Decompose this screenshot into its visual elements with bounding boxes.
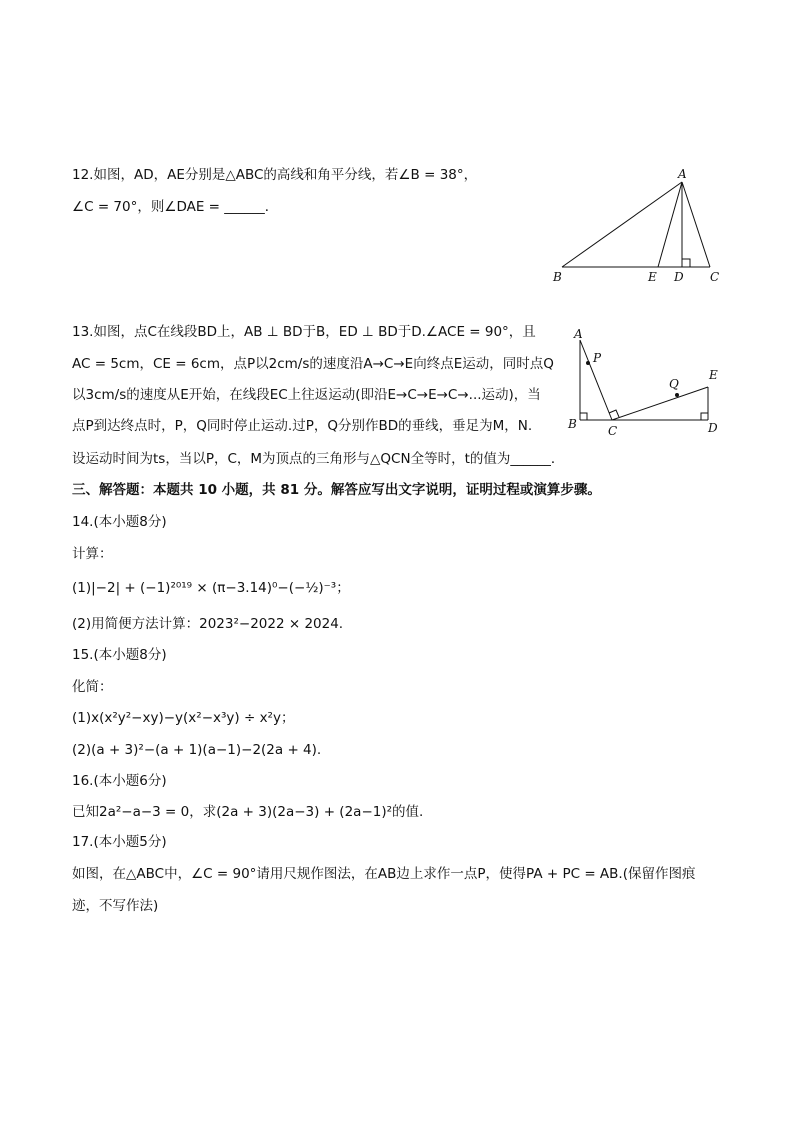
section-3-heading: 三、解答题：本题共 10 小题，共 81 分。解答应写出文字说明，证明过程或演算步骤。 bbox=[72, 482, 601, 498]
q13-right-angle-b bbox=[580, 413, 587, 420]
q15-part-1: (1)x(x²y²−xy)−y(x²−x³y) ÷ x²y； bbox=[72, 710, 295, 726]
q13-label-e: E bbox=[709, 368, 718, 382]
q13-line-4: 点P到达终点时，P，Q同时停止运动.过P，Q分别作BD的垂线，垂足为M，N. bbox=[72, 418, 533, 434]
q13-line-3: 以3cm/s的速度从E开始，在线段EC上往返运动(即沿E→C→E→C→...运动)，当 bbox=[72, 387, 541, 403]
q13-point-q bbox=[675, 393, 679, 397]
q13-line-2: AC = 5cm，CE = 6cm，点P以2cm/s的速度沿A→C→E向终点E运动，同时点Q bbox=[72, 356, 554, 372]
q15-header: 15.(本小题8分) bbox=[72, 647, 167, 663]
q17-line-2: 迹，不写作法) bbox=[72, 898, 159, 914]
q15-part-2: (2)(a + 3)²−(a + 1)(a−1)−2(2a + 4). bbox=[72, 742, 322, 758]
q13-label-c: C bbox=[608, 424, 618, 438]
q13-label-a: A bbox=[574, 327, 583, 341]
q17-header: 17.(本小题5分) bbox=[72, 834, 167, 850]
q14-part-2: (2)用简便方法计算：2023²−2022 × 2024. bbox=[72, 616, 344, 632]
q13-figure bbox=[565, 325, 725, 440]
q13-segment-ce bbox=[612, 387, 708, 420]
q13-label-d: D bbox=[708, 421, 718, 435]
q13-label-p: P bbox=[593, 351, 602, 365]
q12-line-2: ∠C = 70°，则∠DAE = ______． bbox=[72, 199, 279, 215]
q14-part-1: (1)|−2| + (−1)²⁰¹⁹ × (π−3.14)⁰−(−½)⁻³； bbox=[72, 580, 350, 596]
q12-triangle-figure bbox=[540, 162, 730, 290]
q13-right-angle-d bbox=[701, 413, 708, 420]
q12-segment-ab bbox=[562, 182, 682, 267]
q14-header: 14.(本小题8分) bbox=[72, 514, 167, 530]
q12-right-angle-mark bbox=[682, 259, 690, 267]
q12-label-c: C bbox=[710, 270, 720, 284]
q13-line-5: 设运动时间为ts，当以P，C，M为顶点的三角形与△QCN全等时，t的值为______． bbox=[72, 451, 565, 467]
q13-label-b: B bbox=[568, 417, 577, 431]
q13-point-p bbox=[586, 361, 590, 365]
q15-intro: 化简： bbox=[72, 679, 113, 695]
q16-header: 16.(本小题6分) bbox=[72, 773, 167, 789]
q17-line-1: 如图，在△ABC中，∠C = 90°请用尺规作图法，在AB边上求作一点P，使得PA + PC = AB.(保留作图痕 bbox=[72, 866, 696, 882]
q12-label-e: E bbox=[648, 270, 657, 284]
q12-line-1: 12.如图，AD，AE分别是△ABC的高线和角平分线，若∠B = 38°， bbox=[72, 167, 478, 183]
q12-segment-ac bbox=[682, 182, 710, 267]
q13-line-1: 13.如图，点C在线段BD上，AB ⊥ BD于B，ED ⊥ BD于D.∠ACE = 90°，且 bbox=[72, 324, 536, 340]
q12-segment-ae bbox=[658, 182, 682, 267]
q12-label-a: A bbox=[678, 167, 687, 181]
q13-label-q: Q bbox=[669, 377, 679, 391]
q12-label-d: D bbox=[674, 270, 684, 284]
q14-intro: 计算： bbox=[72, 546, 113, 562]
q12-label-b: B bbox=[553, 270, 562, 284]
q16-text: 已知2a²−a−3 = 0，求(2a + 3)(2a−3) + (2a−1)²的值. bbox=[72, 804, 424, 820]
